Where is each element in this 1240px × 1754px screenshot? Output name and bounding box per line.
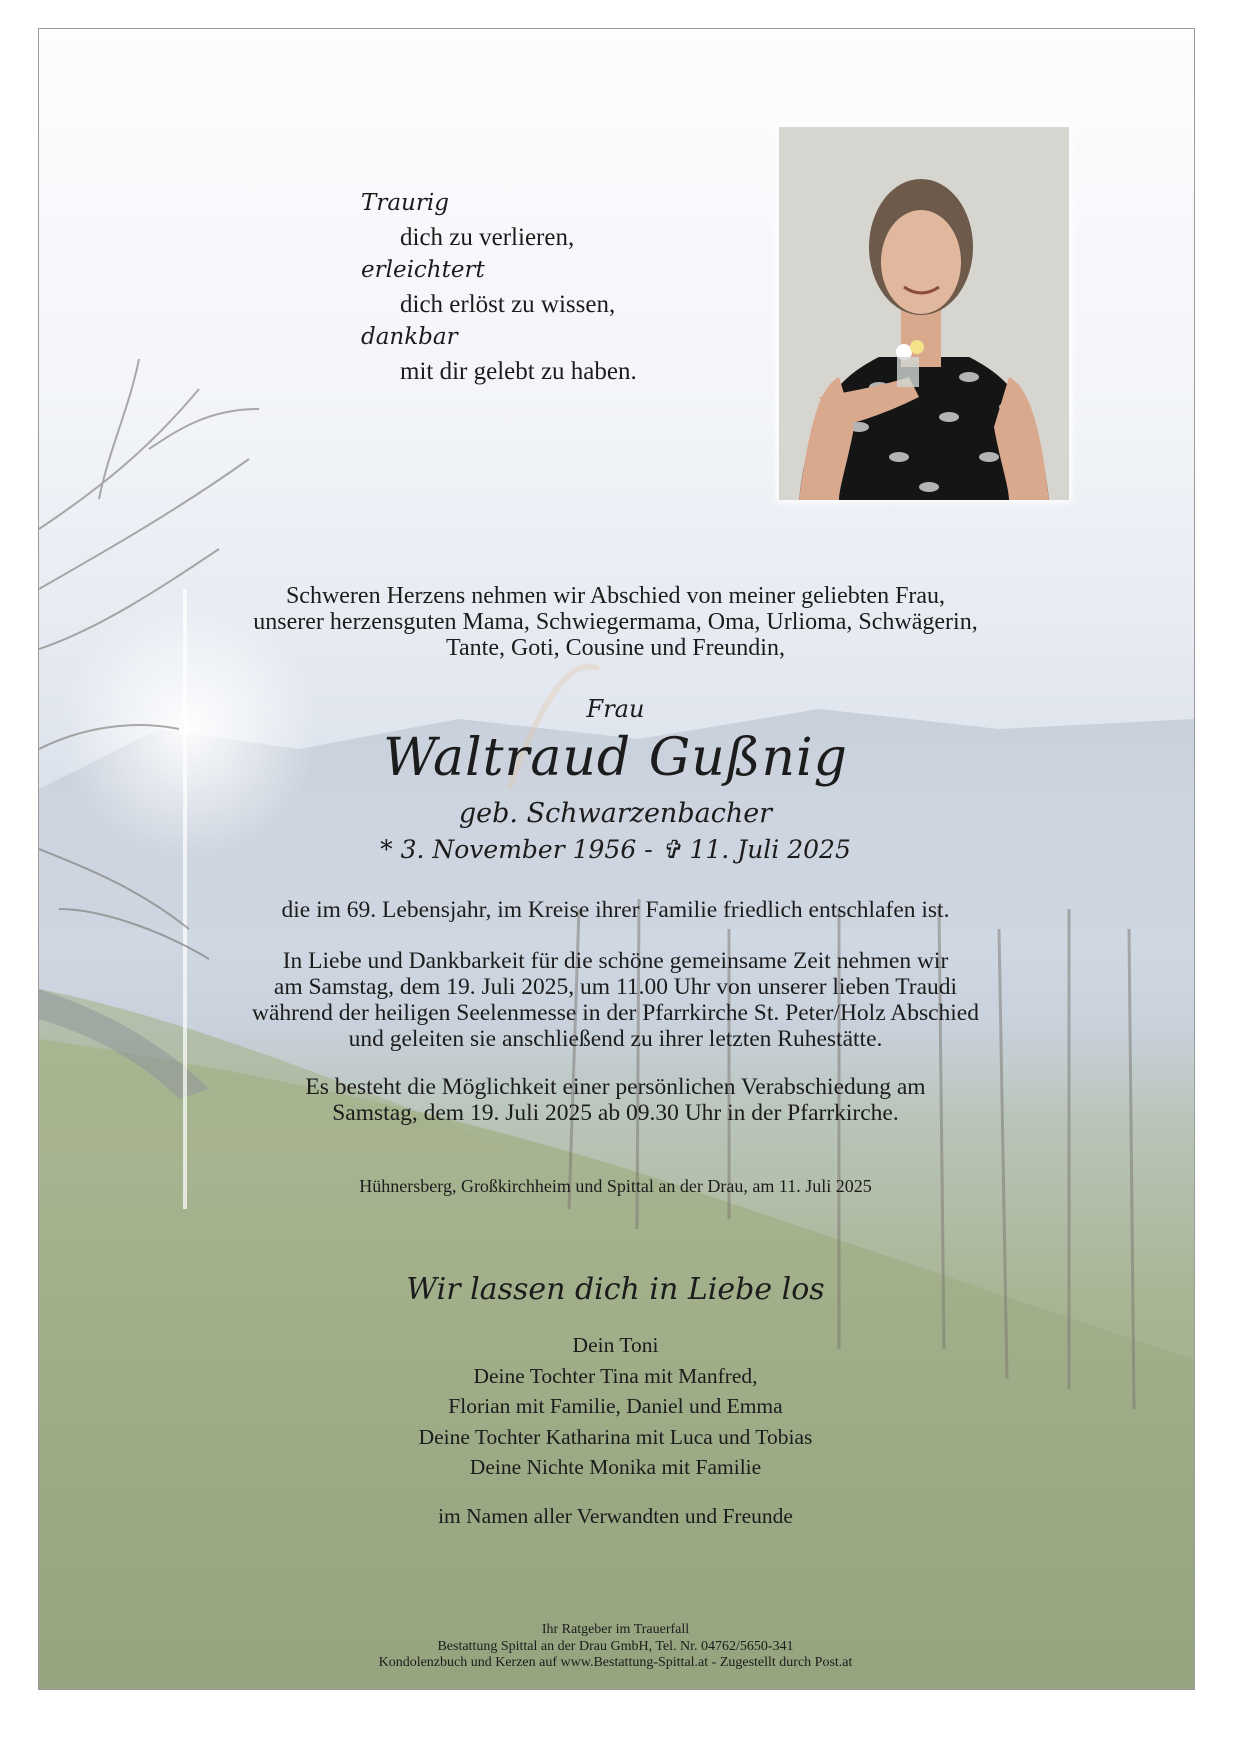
farewell-line-2: Samstag, dem 19. Juli 2025 ab 09.30 Uhr in der Pfarrkirche.: [332, 1100, 899, 1126]
farewell-line-1: Es besteht die Möglichkeit einer persönlichen Verabschiedung am: [305, 1074, 926, 1100]
family-member: Florian mit Familie, Daniel und Emma: [448, 1394, 783, 1418]
family-member: Deine Nichte Monika mit Familie: [469, 1455, 762, 1479]
funeral-line-4: und geleiten sie anschließend zu ihrer letzten Ruhestätte.: [348, 1026, 883, 1052]
portrait-illustration: [779, 127, 1069, 500]
deceased-name: Waltraud Gußnig: [383, 728, 848, 788]
family-list: [38, 1330, 1193, 1483]
footer-line-2: Bestattung Spittal an der Drau GmbH, Tel. Nr. 04762/5650-341: [437, 1638, 794, 1654]
funeral-line-1: In Liebe und Dankbarkeit für die schöne gemeinsame Zeit nehmen wir: [282, 948, 949, 974]
intro-line-3: Tante, Goti, Cousine und Freundin,: [446, 635, 785, 661]
paragraph-death: die im 69. Lebensjahr, im Kreise ihrer Familie friedlich entschlafen ist.: [281, 897, 950, 923]
poem-line-5: dankbar: [361, 324, 458, 350]
intro-line-2: unserer herzensguten Mama, Schwiegermama, Oma, Urlioma, Schwägerin,: [253, 609, 978, 635]
poem-line-1: Traurig: [361, 190, 449, 216]
poem-line-3: erleichtert: [361, 257, 485, 283]
poem-line-2: dich zu verlieren,: [400, 223, 575, 251]
poem-line-6: mit dir gelebt zu haben.: [400, 357, 637, 385]
poem-line-4: dich erlöst zu wissen,: [400, 290, 616, 318]
life-dates: * 3. November 1956 - ✞ 11. Juli 2025: [380, 835, 851, 864]
deceased-title: Frau: [586, 695, 645, 723]
paragraph-funeral: [38, 948, 1193, 1052]
footer-line-1: Ihr Ratgeber im Trauerfall: [541, 1622, 690, 1637]
portrait-photo: [779, 127, 1069, 500]
funeral-line-2: am Samstag, dem 19. Juli 2025, um 11.00 Uhr von unserer lieben Traudi: [273, 974, 958, 1000]
poem: [351, 187, 711, 388]
footer: [38, 1622, 1193, 1672]
funeral-line-3: während der heiligen Seelenmesse in der Pfarrkirche St. Peter/Holz Abschied: [252, 1000, 979, 1026]
paragraph-farewell: [38, 1074, 1193, 1126]
family-member: Deine Tochter Tina mit Manfred,: [473, 1363, 758, 1388]
footer-line-3: Kondolenzbuch und Kerzen auf www.Bestattung-Spittal.at - Zugestellt durch Post.at: [378, 1655, 853, 1670]
deceased-birth-name: geb. Schwarzenbacher: [458, 798, 773, 829]
family-member: Deine Tochter Katharina mit Luca und Tobias: [418, 1424, 813, 1449]
intro-text: [38, 583, 1193, 661]
family-signoff: im Namen aller Verwandten und Freunde: [438, 1504, 793, 1528]
motto: Wir lassen dich in Liebe los: [406, 1272, 825, 1307]
family-member: Dein Toni: [572, 1333, 659, 1357]
place-date: Hühnersberg, Großkirchheim und Spittal an der Drau, am 11. Juli 2025: [359, 1176, 872, 1196]
intro-line-1: Schweren Herzens nehmen wir Abschied von meiner geliebten Frau,: [285, 583, 946, 609]
